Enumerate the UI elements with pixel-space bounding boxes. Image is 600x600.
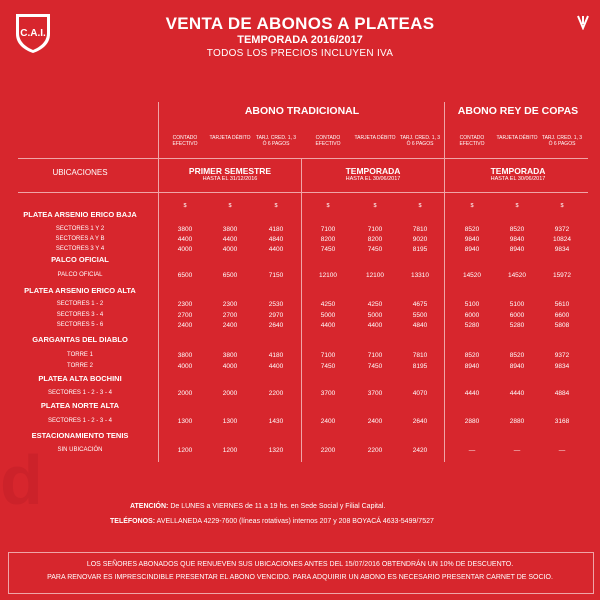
price-cell: 2200 xyxy=(320,447,336,454)
price-cell: 3700 xyxy=(367,390,383,397)
price-cell: 2200 xyxy=(367,447,383,454)
row-label: SECTORES 1 - 2 - 3 - 4 xyxy=(48,390,112,396)
row-label: SECTORES 1 Y 2 xyxy=(55,226,105,232)
row-label: TORRE 2 xyxy=(67,363,93,369)
price-cell: 8200 xyxy=(367,236,383,243)
atencion-line xyxy=(130,503,385,510)
price-cell: 1300 xyxy=(222,418,238,425)
row-label: SECTORES 1 - 2 xyxy=(56,301,104,307)
price-cell: 5100 xyxy=(464,301,480,308)
atencion-text: De LUNES a VIERNES de 11 a 19 hs. en Sede Social y Filial Capital. xyxy=(168,503,386,510)
price-cell: 7150 xyxy=(268,272,284,279)
price-cell: 4884 xyxy=(554,390,570,397)
price-cell: 5808 xyxy=(554,322,570,329)
price-cell: 5610 xyxy=(554,301,570,308)
price-cell: 4440 xyxy=(464,390,480,397)
telefonos-label: TELÉFONOS: xyxy=(110,518,156,525)
price-cell: — xyxy=(468,447,476,454)
price-cell: 7100 xyxy=(320,226,336,233)
price-cell: 5500 xyxy=(412,312,428,319)
group-label: PLATEA ARSENIO ERICO BAJA xyxy=(23,210,137,219)
price-cell: 4400 xyxy=(268,246,284,253)
price-cell: 5280 xyxy=(509,322,525,329)
row-label: SECTORES A Y B xyxy=(55,236,105,242)
price-cell: 4250 xyxy=(367,301,383,308)
price-cell: 9834 xyxy=(554,363,570,370)
price-cell: 4000 xyxy=(222,246,238,253)
period-label: PRIMER SEMESTRE xyxy=(188,166,272,176)
price-cell: 6500 xyxy=(222,272,238,279)
price-cell: 2000 xyxy=(177,390,193,397)
price-cell: 6000 xyxy=(464,312,480,319)
group-label: PLATEA ARSENIO ERICO ALTA xyxy=(24,286,136,295)
price-cell: 4400 xyxy=(367,322,383,329)
price-cell: 5000 xyxy=(320,312,336,319)
price-cell: 7100 xyxy=(367,352,383,359)
price-cell: 2400 xyxy=(320,418,336,425)
price-cell: 7450 xyxy=(320,246,336,253)
price-cell: 3800 xyxy=(222,352,238,359)
background-watermark: d xyxy=(0,441,43,519)
price-cell: 4180 xyxy=(268,226,284,233)
price-cell: 3168 xyxy=(554,418,570,425)
price-cell: 4400 xyxy=(177,236,193,243)
price-cell: 2400 xyxy=(177,322,193,329)
atencion-label: ATENCIÓN: xyxy=(130,503,169,510)
telefonos-line xyxy=(110,518,434,525)
price-cell: 4400 xyxy=(222,236,238,243)
price-cell: 1300 xyxy=(177,418,193,425)
price-cell: 4400 xyxy=(268,363,284,370)
price-cell: 2400 xyxy=(222,322,238,329)
currency-symbol: $ xyxy=(274,203,278,209)
group-label: PLATEA NORTE ALTA xyxy=(40,401,120,410)
payment-type-header: CONTADO EFECTIVO xyxy=(172,135,198,147)
price-cell: 9372 xyxy=(554,226,570,233)
price-cell: 4840 xyxy=(412,322,428,329)
row-label: SECTORES 1 - 2 - 3 - 4 xyxy=(48,418,112,424)
price-cell: 9020 xyxy=(412,236,428,243)
price-cell: 2700 xyxy=(222,312,238,319)
section-abono-tradicional: ABONO TRADICIONAL xyxy=(244,105,360,117)
currency-symbol: $ xyxy=(515,203,519,209)
price-cell: 2420 xyxy=(412,447,428,454)
price-cell: 5280 xyxy=(464,322,480,329)
currency-symbol: $ xyxy=(373,203,377,209)
period-temporada xyxy=(302,166,444,182)
price-cell: 4250 xyxy=(320,301,336,308)
currency-symbol: $ xyxy=(228,203,232,209)
price-cell: 4000 xyxy=(222,363,238,370)
group-label: PALCO OFICIAL xyxy=(51,255,109,264)
price-cell: 8940 xyxy=(464,363,480,370)
period-label: TEMPORADA xyxy=(490,166,546,176)
price-cell: 4070 xyxy=(412,390,428,397)
currency-symbol: $ xyxy=(183,203,187,209)
group-label: ESTACIONAMIENTO TENIS xyxy=(31,431,129,440)
price-cell: 9840 xyxy=(464,236,480,243)
price-cell: 8940 xyxy=(464,246,480,253)
price-cell: 7100 xyxy=(367,226,383,233)
price-cell: 13310 xyxy=(410,272,430,279)
price-cell: 2640 xyxy=(412,418,428,425)
price-cell: 6000 xyxy=(509,312,525,319)
price-cell: 7450 xyxy=(367,246,383,253)
price-cell: 8195 xyxy=(412,246,428,253)
price-cell: 2400 xyxy=(367,418,383,425)
price-cell: 8520 xyxy=(464,226,480,233)
price-cell: 9372 xyxy=(554,352,570,359)
row-label: SECTORES 3 - 4 xyxy=(56,312,104,318)
price-cell: 7450 xyxy=(320,363,336,370)
price-cell: 9834 xyxy=(554,246,570,253)
price-cell: 14520 xyxy=(507,272,527,279)
price-cell: 5000 xyxy=(367,312,383,319)
telefonos-text: AVELLANEDA 4229-7600 (líneas rotativas) internos 207 y 208 BOYACÁ 4633-5499/7527 xyxy=(155,518,434,525)
period-primer-semestre xyxy=(160,166,300,182)
period-sub: HASTA EL 31/12/2016 xyxy=(202,176,258,182)
price-cell: 2000 xyxy=(222,390,238,397)
svg-text:C.A.I.: C.A.I. xyxy=(20,28,46,39)
price-cell: 9840 xyxy=(509,236,525,243)
grid-line xyxy=(301,158,302,462)
price-cell: 2880 xyxy=(464,418,480,425)
price-cell: 4840 xyxy=(268,236,284,243)
price-cell: 12100 xyxy=(318,272,338,279)
price-cell: 8940 xyxy=(509,246,525,253)
price-cell: 3800 xyxy=(222,226,238,233)
row-label: SECTORES 5 - 6 xyxy=(56,322,104,328)
price-cell: 1320 xyxy=(268,447,284,454)
price-cell: 5100 xyxy=(509,301,525,308)
price-cell: 4000 xyxy=(177,363,193,370)
discount-note-line-1: LOS SEÑORES ABONADOS QUE RENUEVEN SUS UBICACIONES ANTES DEL 15/07/2016 OBTENDRÁN UN 10% DE DESCUENTO. xyxy=(86,561,514,568)
price-cell: 12100 xyxy=(365,272,385,279)
price-cell: 7810 xyxy=(412,226,428,233)
price-cell: 4675 xyxy=(412,301,428,308)
period-sub: HASTA EL 30/06/2017 xyxy=(490,176,546,182)
price-cell: 4400 xyxy=(320,322,336,329)
price-cell: 2970 xyxy=(268,312,284,319)
price-cell: 8195 xyxy=(412,363,428,370)
price-cell: 4000 xyxy=(177,246,193,253)
price-cell: 8940 xyxy=(509,363,525,370)
currency-symbol: $ xyxy=(470,203,474,209)
payment-type-header: TARJ. CRED. 1, 3 Ó 6 PAGOS xyxy=(541,135,583,147)
discount-note-box xyxy=(8,552,594,594)
price-cell: 7450 xyxy=(367,363,383,370)
price-cell: 2530 xyxy=(268,301,284,308)
price-cell: 2880 xyxy=(509,418,525,425)
price-cell: — xyxy=(513,447,521,454)
period-sub: HASTA EL 30/06/2017 xyxy=(345,176,401,182)
payment-type-header: TARJETA DÉBITO xyxy=(354,135,396,141)
price-cell: 3800 xyxy=(177,352,193,359)
period-temporada-rey xyxy=(446,166,590,182)
price-cell: 4440 xyxy=(509,390,525,397)
group-label: PLATEA ALTA BOCHINI xyxy=(38,374,122,383)
price-cell: 8520 xyxy=(509,352,525,359)
payment-type-header: TARJ. CRED. 1, 3 Ó 6 PAGOS xyxy=(399,135,441,147)
price-cell: 1200 xyxy=(222,447,238,454)
section-abono-rey-de-copas: ABONO REY DE COPAS xyxy=(457,105,579,117)
row-label: PALCO OFICIAL xyxy=(57,272,103,278)
price-cell: — xyxy=(558,447,566,454)
price-cell: 10824 xyxy=(552,236,572,243)
price-cell: 3800 xyxy=(177,226,193,233)
price-cell: 14520 xyxy=(462,272,482,279)
row-label: TORRE 1 xyxy=(67,352,93,358)
price-cell: 2640 xyxy=(268,322,284,329)
price-cell: 7100 xyxy=(320,352,336,359)
price-cell: 8200 xyxy=(320,236,336,243)
season-subtitle: TEMPORADA 2016/2017 xyxy=(237,34,363,46)
price-cell: 1200 xyxy=(177,447,193,454)
payment-type-header: CONTADO EFECTIVO xyxy=(315,135,341,147)
grid-line xyxy=(18,158,588,159)
price-cell: 6500 xyxy=(177,272,193,279)
currency-symbol: $ xyxy=(418,203,422,209)
price-cell: 8520 xyxy=(509,226,525,233)
currency-symbol: $ xyxy=(560,203,564,209)
row-label: SIN UBICACIÓN xyxy=(57,447,103,453)
payment-type-header: CONTADO EFECTIVO xyxy=(459,135,485,147)
price-cell: 2700 xyxy=(177,312,193,319)
row-label: SECTORES 3 Y 4 xyxy=(55,246,105,252)
iva-note: TODOS LOS PRECIOS INCLUYEN IVA xyxy=(206,48,394,59)
group-label: GARGANTAS DEL DIABLO xyxy=(32,335,128,344)
payment-type-header: TARJETA DÉBITO xyxy=(496,135,538,141)
ubicaciones-header: UBICACIONES xyxy=(52,168,108,177)
price-cell: 15972 xyxy=(552,272,572,279)
period-label: TEMPORADA xyxy=(345,166,401,176)
price-cell: 2200 xyxy=(268,390,284,397)
grid-line xyxy=(18,192,588,193)
price-cell: 3700 xyxy=(320,390,336,397)
price-cell: 4180 xyxy=(268,352,284,359)
price-cell: 8520 xyxy=(464,352,480,359)
price-cell: 6600 xyxy=(554,312,570,319)
price-cell: 2300 xyxy=(222,301,238,308)
payment-type-header: TARJ. CRED. 1, 3 Ó 6 PAGOS xyxy=(255,135,297,147)
discount-note-line-2: PARA RENOVAR ES IMPRESCINDIBLE PRESENTAR EL ABONO VENCIDO. PARA ADQUIRIR UN ABONO ES NECESARIO PRESENTAR CARNET DE SOCIO. xyxy=(47,574,553,581)
currency-symbol: $ xyxy=(326,203,330,209)
grid-line xyxy=(444,102,445,462)
price-cell: 2300 xyxy=(177,301,193,308)
payment-type-header: TARJETA DÉBITO xyxy=(209,135,251,141)
page-title: VENTA DE ABONOS A PLATEAS xyxy=(165,14,435,33)
price-cell: 7810 xyxy=(412,352,428,359)
price-cell: 1430 xyxy=(268,418,284,425)
